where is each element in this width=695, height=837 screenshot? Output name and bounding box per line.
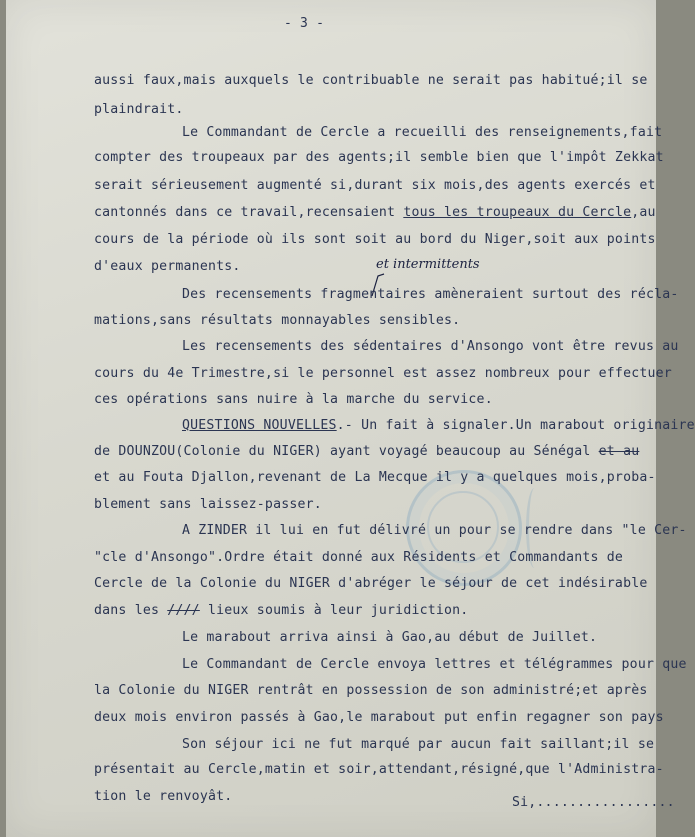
line-text: .- Un fait à signaler.Un marabout originaire (336, 418, 695, 433)
text-line (182, 657, 687, 672)
line-text: "cle d'Ansongo".Ordre était donné aux Résidents et Commandants de (94, 550, 624, 565)
text-line (182, 287, 679, 302)
line-text: lieux soumis à leur juridiction. (199, 603, 469, 618)
line-text: ces opérations sans nuire à la marche du service. (94, 392, 493, 407)
text-line (94, 497, 322, 512)
line-text: tion le renvoyât. (94, 789, 233, 804)
page-number: - 3 - (284, 16, 325, 31)
text-line (182, 418, 695, 433)
text-line (182, 523, 687, 538)
text-line (182, 630, 597, 645)
line-text: la Colonie du NIGER rentrât en possession de son administré;et après (94, 683, 648, 698)
text-line (94, 259, 241, 274)
text-line (94, 683, 648, 698)
line-text: dans les (94, 603, 168, 618)
text-line (94, 762, 664, 777)
line-text: aussi faux,mais auxquels le contribuable ne serait pas habitué;il se (94, 73, 648, 88)
underlined-text: tous les troupeaux du Cercle (403, 205, 632, 220)
underlined-text: QUESTIONS NOUVELLES (182, 418, 337, 433)
text-line (94, 150, 664, 165)
line-text: ,au (631, 205, 656, 220)
line-text: deux mois environ passés à Gao,le marabout put enfin regagner son pays (94, 710, 664, 725)
line-text: plaindrait. (94, 102, 184, 117)
text-line (94, 603, 468, 618)
text-line (94, 205, 656, 220)
line-text: Les recensements des sédentaires d'Ansongo vont être revus au (182, 339, 679, 354)
line-text: d'eaux permanents. (94, 259, 241, 274)
line-text: Le marabout arriva ainsi à Gao,au début de Juillet. (182, 630, 598, 645)
line-text: cantonnés dans ce travail,recensaient (94, 205, 404, 220)
text-line (94, 710, 664, 725)
dotted-leader: ................. (536, 795, 675, 810)
struck-text: //// (167, 603, 200, 618)
text-line (94, 178, 656, 193)
text-line (94, 232, 656, 247)
line-text: A ZINDER il lui en fut délivré un pour se rendre dans "le Cer- (182, 523, 687, 538)
text-line (94, 444, 639, 459)
text-line (94, 366, 672, 381)
line-text: compter des troupeaux par des agents;il semble bien que l'impôt Zekkat (94, 150, 664, 165)
line-text: Le Commandant de Cercle a recueilli des renseignements,fait (182, 125, 663, 140)
line-text: cours de la période où ils sont soit au bord du Niger,soit aux points (94, 232, 656, 247)
text-line (182, 125, 662, 140)
struck-text: et au (598, 444, 640, 459)
text-line (182, 339, 679, 354)
line-text: présentait au Cercle,matin et soir,attendant,résigné,que l'Administra- (94, 762, 664, 777)
line-text: Cercle de la Colonie du NIGER d'abréger le séjour de cet indésirable (94, 576, 648, 591)
line-text: Des recensements fragmentaires amèneraient surtout des récla- (182, 287, 679, 302)
text-line (94, 789, 232, 804)
text-line (94, 392, 493, 407)
text-line (94, 550, 623, 565)
document-page (6, 0, 695, 837)
line-text: Le Commandant de Cercle envoya lettres et télégrammes pour que (182, 657, 687, 672)
line-text: mations,sans résultats monnayables sensibles. (94, 313, 461, 328)
text-line (94, 73, 648, 88)
handwritten-insertion: et intermittents (376, 257, 480, 272)
text-line (94, 102, 184, 117)
line-text: de DOUNZOU(Colonie du NIGER) ayant voyagé beaucoup au Sénégal (94, 444, 599, 459)
line-text: et au Fouta Djallon,revenant de La Mecque il y a quelques mois,proba- (94, 470, 656, 485)
continuation-mark: Si,................. (512, 795, 675, 810)
line-text: serait sérieusement augmenté si,durant six mois,des agents exercés et (94, 178, 656, 193)
text-line (94, 313, 460, 328)
text-line (94, 470, 656, 485)
text-line (94, 576, 648, 591)
line-text: Son séjour ici ne fut marqué par aucun fait saillant;il se (182, 737, 655, 752)
line-text: cours du 4e Trimestre,si le personnel est assez nombreux pour effectuer (94, 366, 672, 381)
text-line (182, 737, 654, 752)
line-text: blement sans laissez-passer. (94, 497, 322, 512)
